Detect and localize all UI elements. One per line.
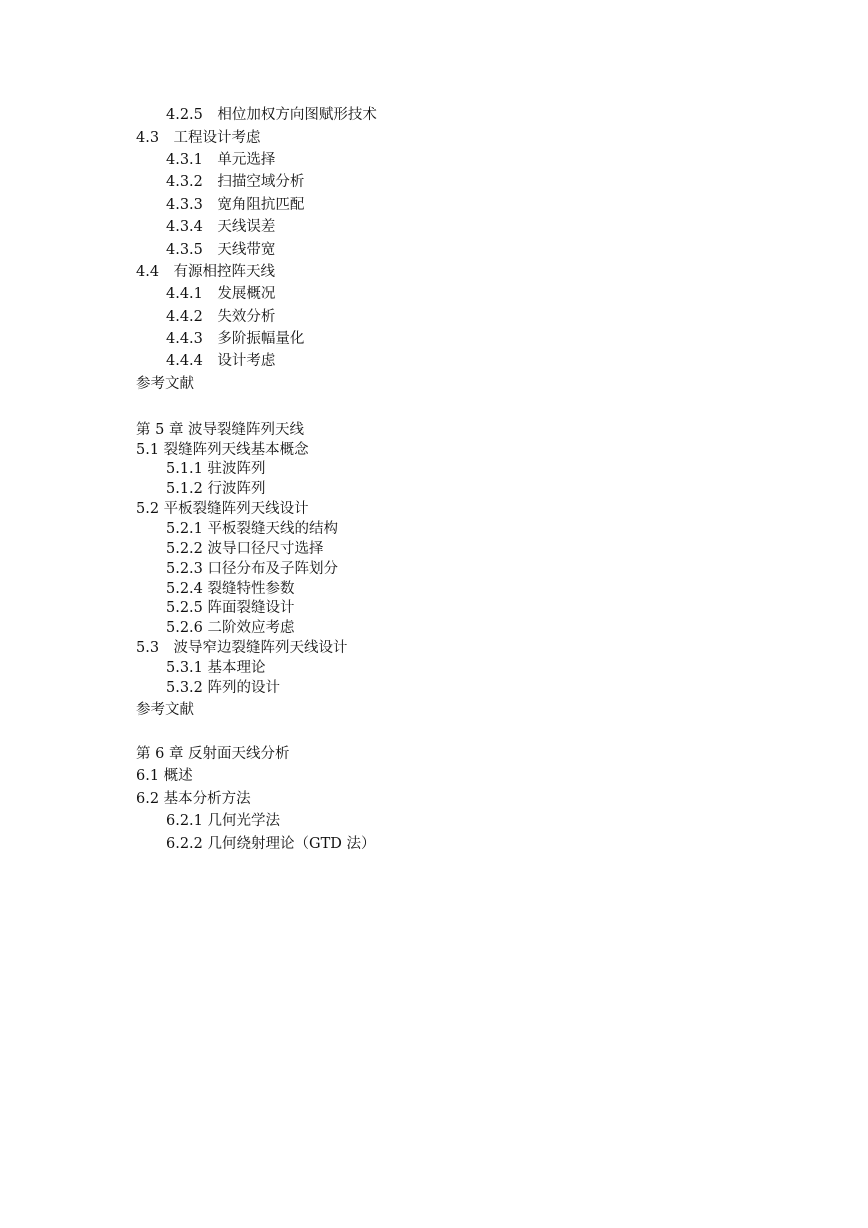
toc-section-6-1: 6.1 概述: [136, 768, 193, 784]
toc-section-6-2: 6.2 基本分析方法: [136, 791, 251, 807]
toc-section-4-4: 4.4 有源相控阵天线: [136, 264, 276, 280]
toc-chapter-5: 第 5 章 波导裂缝阵列天线: [136, 422, 305, 438]
toc-entry-5-2-4: 5.2.4 裂缝特性参数: [166, 581, 295, 597]
toc-entry-4-3-4: 4.3.4 天线误差: [166, 219, 276, 235]
toc-entry-6-2-2: 6.2.2 几何绕射理论（GTD 法）: [166, 836, 376, 852]
toc-section-5-2: 5.2 平板裂缝阵列天线设计: [136, 501, 309, 517]
toc-chapter-6: 第 6 章 反射面天线分析: [136, 746, 290, 762]
toc-entry-4-3-5: 4.3.5 天线带宽: [166, 242, 276, 258]
toc-entry-4-3-1: 4.3.1 单元选择: [166, 152, 276, 168]
toc-entry-5-1-2: 5.1.2 行波阵列: [166, 481, 266, 497]
toc-entry-4-4-4: 4.4.4 设计考虑: [166, 353, 276, 369]
toc-entry-5-2-1: 5.2.1 平板裂缝天线的结构: [166, 521, 339, 537]
toc-entry-5-2-5: 5.2.5 阵面裂缝设计: [166, 600, 295, 616]
toc-entry-4-4-1: 4.4.1 发展概况: [166, 286, 276, 302]
toc-entry-4-3-2: 4.3.2 扫描空域分析: [166, 174, 305, 190]
toc-section-4-3: 4.3 工程设计考虑: [136, 130, 261, 146]
toc-entry-5-2-6: 5.2.6 二阶效应考虑: [166, 620, 295, 636]
toc-entry-4-4-3: 4.4.3 多阶振幅量化: [166, 331, 305, 347]
toc-entry-4-3-3: 4.3.3 宽角阻抗匹配: [166, 197, 305, 213]
toc-section-5-3: 5.3 波导窄边裂缝阵列天线设计: [136, 640, 348, 656]
toc-entry-6-2-1: 6.2.1 几何光学法: [166, 813, 281, 829]
toc-entry-4-2-5: 4.2.5 相位加权方向图赋形技术: [166, 107, 377, 123]
toc-references-ch4: 参考文献: [136, 376, 194, 392]
toc-entry-4-4-2: 4.4.2 失效分析: [166, 309, 276, 325]
toc-entry-5-2-2: 5.2.2 波导口径尺寸选择: [166, 541, 324, 557]
toc-section-5-1: 5.1 裂缝阵列天线基本概念: [136, 442, 309, 458]
toc-references-ch5: 参考文献: [136, 702, 194, 718]
toc-entry-5-3-1: 5.3.1 基本理论: [166, 660, 266, 676]
toc-entry-5-1-1: 5.1.1 驻波阵列: [166, 461, 266, 477]
toc-entry-5-3-2: 5.3.2 阵列的设计: [166, 680, 281, 696]
toc-entry-5-2-3: 5.2.3 口径分布及子阵划分: [166, 561, 339, 577]
